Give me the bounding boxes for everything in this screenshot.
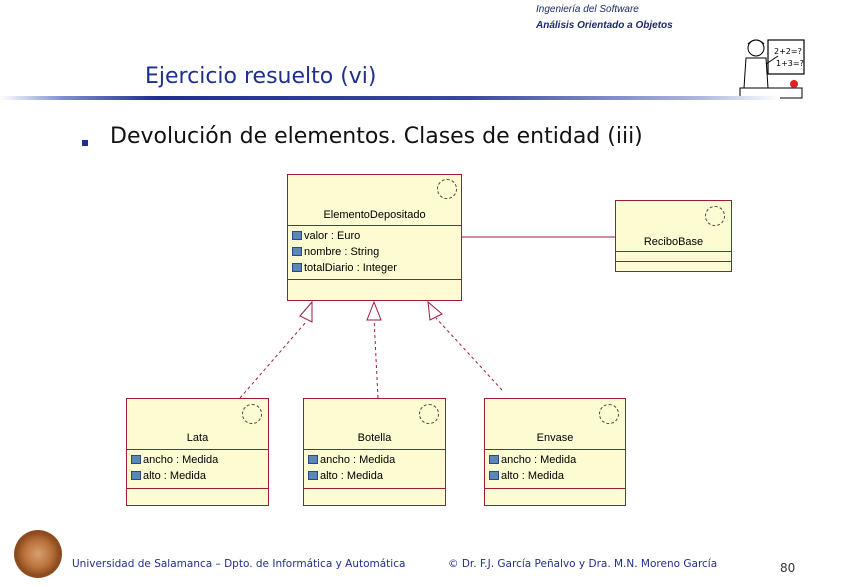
entity-stereotype-icon [242,404,262,424]
class-attribute: alto : Medida [131,470,206,482]
class-divider [304,449,445,450]
class-divider [616,261,731,262]
page-number: 80 [780,561,796,575]
entity-stereotype-icon [437,179,457,199]
class-attribute: ancho : Medida [308,454,395,466]
class-divider [485,449,625,450]
arrowhead-lata [300,302,312,322]
realization-line-botella [374,318,378,398]
entity-stereotype-icon [599,404,619,424]
attribute-icon [308,455,318,464]
class-recibo-base[interactable] [615,200,732,272]
bullet-text: Devolución de elementos. Clases de entidad (iii) [110,124,643,149]
class-attribute: valor : Euro [292,230,360,242]
attribute-icon [131,455,141,464]
attribute-icon [489,471,499,480]
attribute-icon [292,263,302,272]
class-name: ElementoDepositado [323,209,426,221]
attribute-icon [292,231,302,240]
class-divider [288,225,461,226]
class-attribute: ancho : Medida [489,454,576,466]
class-attribute: ancho : Medida [131,454,218,466]
footer-institution: Universidad de Salamanca – Dpto. de Informática y Automática [72,558,406,570]
class-name: Botella [357,432,392,444]
class-divider [304,488,445,489]
class-name: ReciboBase [643,236,704,248]
entity-stereotype-icon [419,404,439,424]
attribute-icon [131,471,141,480]
class-divider [485,488,625,489]
class-divider [127,449,268,450]
class-divider [288,279,461,280]
class-name: Envase [536,432,574,444]
attribute-icon [308,471,318,480]
class-elemento-depositado[interactable] [287,174,462,301]
footer-authors: © Dr. F.J. García Peñalvo y Dra. M.N. Moreno García [448,558,718,570]
arrowhead-botella [367,302,381,320]
class-divider [127,488,268,489]
attribute-icon [489,455,499,464]
class-botella[interactable] [303,398,446,506]
class-attribute: nombre : String [292,246,379,258]
entity-stereotype-icon [705,206,725,226]
svg-text:1+3=?: 1+3=? [776,59,804,68]
class-name: Lata [186,432,209,444]
course-name: Ingeniería del Software [536,4,639,15]
class-envase[interactable] [484,398,626,506]
class-attribute: totalDiario : Integer [292,262,397,274]
arrowhead-envase [428,302,442,320]
realization-line-envase [436,318,502,390]
class-lata[interactable] [126,398,269,506]
slide-title: Ejercicio resuelto (vi) [145,64,377,89]
attribute-icon [292,247,302,256]
class-attribute: alto : Medida [308,470,383,482]
svg-text:2+2=?: 2+2=? [774,47,802,56]
class-divider [616,251,731,252]
university-seal-icon [14,530,62,578]
class-attribute: alto : Medida [489,470,564,482]
realization-line-lata [240,322,306,398]
course-topic: Análisis Orientado a Objetos [536,20,673,31]
